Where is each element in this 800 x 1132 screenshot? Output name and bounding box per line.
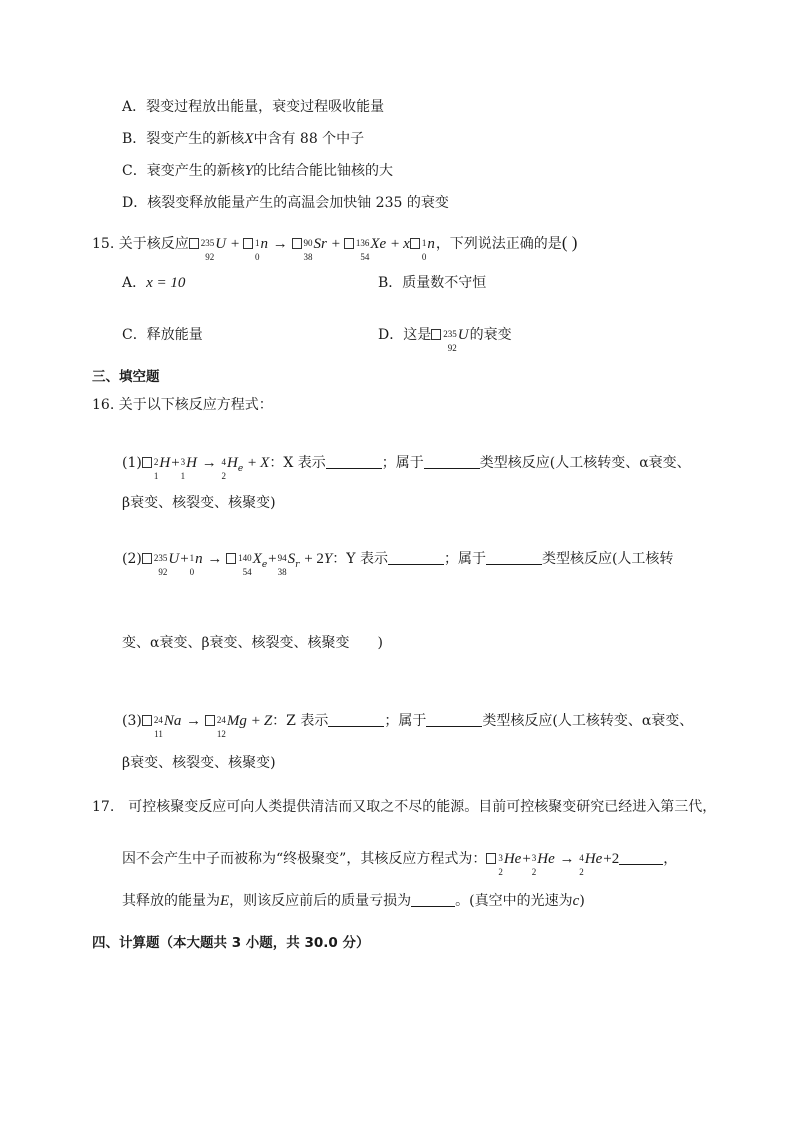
q15-stem: 15. 关于核反应 235 92 U + 1 0 n → 90 38 Sr + 136 54 Xe + x 1 0 n ，下列说法正确的是( ) <box>92 233 578 262</box>
answer-blank[interactable] <box>326 454 382 469</box>
q16-part2: (2) 235 92 U + 1 0 n → 140 54 X e + 94 38 S r + 2Y：Y 表示 ；属于 类型核反应(人工核转 <box>122 551 674 577</box>
q17-line3 <box>122 890 585 912</box>
q14-option-b-text2: 中含有 88 个中子 <box>253 131 365 147</box>
placeholder-box-icon <box>226 553 236 564</box>
placeholder-box-icon <box>243 238 253 249</box>
q15-option-d: D．这是 235 92 U 的衰变 <box>378 327 512 353</box>
var-c: c <box>572 893 580 909</box>
q16-part2-y: Y 表示 <box>346 551 388 567</box>
section-calculation-heading: 四、计算题（本大题共 3 小题，共 30.0 分） <box>92 935 370 951</box>
q16-part1-cont: β衰变、核裂变、核聚变) <box>122 495 276 511</box>
q16-part3-belong: ；属于 <box>384 713 427 729</box>
answer-blank[interactable] <box>619 850 663 865</box>
q16-part3-label: (3) <box>122 713 142 729</box>
placeholder-box-icon <box>344 238 354 249</box>
q16-part3-type: 类型核反应(人工核转变、α衰变、 <box>482 713 694 729</box>
q16-part2-label: (2) <box>122 551 142 567</box>
var-y: Y <box>244 163 254 179</box>
q14-option-d: D．核裂变释放能量产生的高温会加快铀 235 的衰变 <box>122 195 449 211</box>
q16-part3: (3) 24 11 Na → 24 12 Mg + Z：Z 表示 ；属于 类型核反应(人工核转变、α衰变、 <box>122 713 694 739</box>
q15-option-a-math: x = 10 <box>146 275 186 291</box>
q14-option-b <box>122 128 364 150</box>
q16-part3-z: Z 表示 <box>286 713 329 729</box>
q15-option-d-text: D．这是 <box>378 327 432 343</box>
q16-part2-type: 类型核反应(人工核转 <box>541 551 674 567</box>
q16-part1: (1) 2 1 H + 3 1 H → 4 2 H e + X：X 表示 ；属于 类型核反应(人工核转变、α衰变、 <box>122 455 691 481</box>
q17-number: 17. <box>92 799 115 815</box>
placeholder-box-icon <box>205 715 215 726</box>
placeholder-box-icon <box>410 238 420 249</box>
answer-blank[interactable] <box>411 892 455 907</box>
var-e: E <box>220 893 230 909</box>
q17-line3-end: ) <box>579 893 585 909</box>
q17-line2: 因不会产生中子而被称为“终极聚变”，其核反应方程式为： 3 2 He + 3 2 He → 4 2 He +2 ， <box>122 851 678 877</box>
q16-stem <box>92 394 273 416</box>
answer-blank[interactable] <box>424 454 480 469</box>
q17-line2-text: 因不会产生中子而被称为“终极聚变”，其核反应方程式为： <box>122 851 487 867</box>
placeholder-box-icon <box>142 715 152 726</box>
q15-option-c: C．释放能量 <box>122 327 203 343</box>
q16-part2-cont: 变、α衰变、β衰变、核裂变、核聚变 ) <box>122 635 384 651</box>
q14-option-c-text2: 的比结合能比铀核的大 <box>253 163 394 179</box>
placeholder-box-icon <box>431 329 441 340</box>
q16-part2-belong: ；属于 <box>443 551 486 567</box>
section-fill-in-heading: 三、填空题 <box>92 369 160 385</box>
q17-line3-post: 。(真空中的光速为 <box>455 893 573 909</box>
q16-part1-label: (1) <box>122 455 142 471</box>
answer-blank[interactable] <box>486 550 542 565</box>
q15-option-d-text2: 的衰变 <box>469 327 512 343</box>
q15-option-a-label: A． <box>122 275 147 291</box>
q17-line1-text: 可控核聚变反应可向人类提供清洁而又取之不尽的能源。目前可控核聚变研究已经进入第三代， <box>128 799 717 815</box>
answer-blank[interactable] <box>328 712 384 727</box>
q16-part1-belong: ；属于 <box>381 455 424 471</box>
q15-tail: ，下列说法正确的是 <box>435 236 562 252</box>
placeholder-box-icon <box>486 853 496 864</box>
q16-number: 16. <box>92 397 115 413</box>
placeholder-box-icon <box>292 238 302 249</box>
q14-option-a: A．裂变过程放出能量，衰变过程吸收能量 <box>122 99 385 115</box>
q15-option-b: B．质量数不守恒 <box>378 275 487 291</box>
answer-blank[interactable] <box>388 550 444 565</box>
placeholder-box-icon <box>142 457 152 468</box>
q14-option-c-text: C．衰变产生的新核 <box>122 163 245 179</box>
q17-line3-mid: ，则该反应前后的质量亏损为 <box>229 893 412 909</box>
q16-part3-cont: β衰变、核裂变、核聚变) <box>122 755 276 771</box>
q14-option-b-text: B．裂变产生的新核 <box>122 131 245 147</box>
placeholder-box-icon <box>142 553 152 564</box>
q16-intro: 关于以下核反应方程式： <box>118 397 273 413</box>
q16-part1-x: X 表示 <box>283 455 326 471</box>
q17-line3-text: 其释放的能量为 <box>122 893 220 909</box>
q15-intro: 关于核反应 <box>118 236 189 252</box>
answer-blank[interactable] <box>426 712 482 727</box>
var-x: X <box>244 131 254 147</box>
q15-option-a <box>122 272 185 294</box>
placeholder-box-icon <box>189 238 199 249</box>
q14-option-c <box>122 160 393 182</box>
q15-number: 15. <box>92 236 115 252</box>
q17-line1 <box>92 796 716 818</box>
q16-part1-type: 类型核反应(人工核转变、α衰变、 <box>479 455 691 471</box>
